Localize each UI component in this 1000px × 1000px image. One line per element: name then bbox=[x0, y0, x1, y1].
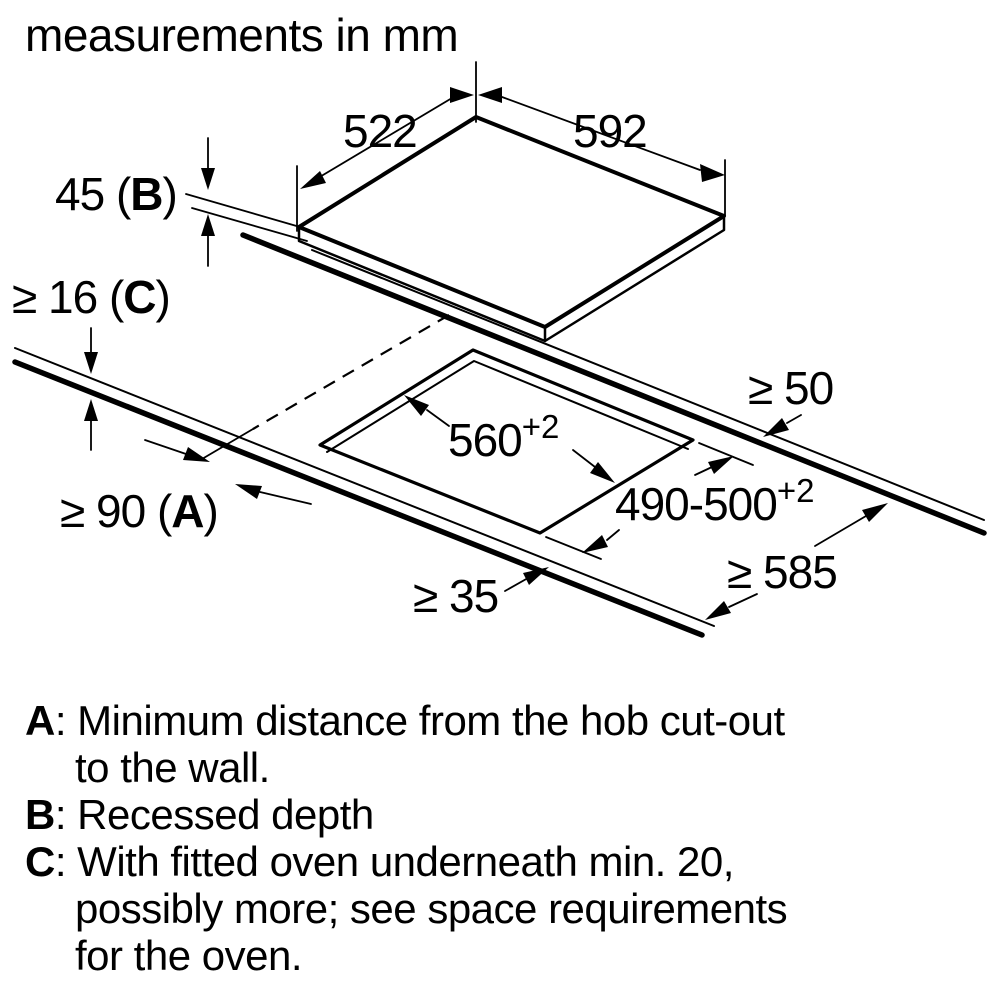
dim-hob-width-arrow-left bbox=[300, 171, 326, 189]
legend-item-c bbox=[25, 838, 975, 979]
dim-rear-arrow bbox=[763, 418, 789, 437]
legend-key-b: B bbox=[25, 791, 55, 838]
dim-recess bbox=[55, 138, 215, 266]
dim-rear-distance bbox=[748, 362, 833, 437]
dim-cutout-width-label: $560^{+2}$ bbox=[448, 408, 560, 466]
legend bbox=[25, 697, 975, 979]
dim-worktop-depth-arrow-upright bbox=[862, 503, 888, 522]
page-title: measurements in mm bbox=[25, 9, 459, 61]
dim-recess-arrow-down bbox=[201, 168, 215, 190]
dim-hob-width-arrow-right bbox=[450, 87, 474, 103]
dim-recess-label: 45 (B) bbox=[55, 168, 177, 220]
dim-thickness-arrow-down bbox=[84, 352, 98, 374]
legend-text-c-line2: possibly more; see space requirements bbox=[75, 885, 788, 932]
dim-cutout-depth-label: $490-500^{+2}$ bbox=[615, 472, 815, 530]
dim-wall-distance bbox=[60, 440, 311, 537]
dim-wall-distance-label: ≥ 90 (A) bbox=[60, 485, 218, 537]
legend-key-c: C bbox=[25, 838, 55, 885]
legend-key-a: A bbox=[25, 697, 55, 744]
dim-wall-arrow-right bbox=[183, 447, 210, 462]
dim-hob-depth-arrow-right bbox=[700, 164, 725, 182]
dim-wall-arrow-left bbox=[235, 484, 262, 499]
dim-hob-depth-arrow-left bbox=[478, 87, 502, 103]
legend-item-b bbox=[25, 791, 975, 838]
dim-cutout-depth-arrow-downleft bbox=[582, 535, 608, 553]
dim-thickness-arrow-up bbox=[84, 399, 98, 421]
dim-hob-width-label: 522 bbox=[343, 105, 417, 157]
legend-text-c-line1: : With fitted oven underneath min. 20, bbox=[54, 838, 734, 885]
legend-text-a-line2: to the wall. bbox=[75, 744, 270, 791]
dim-hob-depth-label: 592 bbox=[573, 105, 647, 157]
dim-worktop-thickness bbox=[12, 271, 170, 450]
legend-item-a bbox=[25, 697, 975, 791]
legend-text-b-line1: : Recessed depth bbox=[54, 791, 374, 838]
dim-rear-distance-label: ≥ 50 bbox=[748, 362, 834, 414]
dim-worktop-depth-label: ≥ 585 bbox=[727, 546, 837, 598]
dim-cutout-depth-arrow-upright bbox=[708, 456, 734, 474]
dim-front-distance bbox=[413, 567, 549, 622]
dim-worktop-thickness-label: ≥ 16 (C) bbox=[12, 271, 170, 323]
dim-worktop-depth-arrow-downleft bbox=[705, 601, 731, 620]
legend-text-a-line1: : Minimum distance from the hob cut-out bbox=[54, 697, 785, 744]
dim-recess-arrow-up bbox=[201, 214, 215, 236]
dim-front-distance-label: ≥ 35 bbox=[413, 570, 499, 622]
legend-text-c-line3: for the oven. bbox=[75, 932, 302, 979]
